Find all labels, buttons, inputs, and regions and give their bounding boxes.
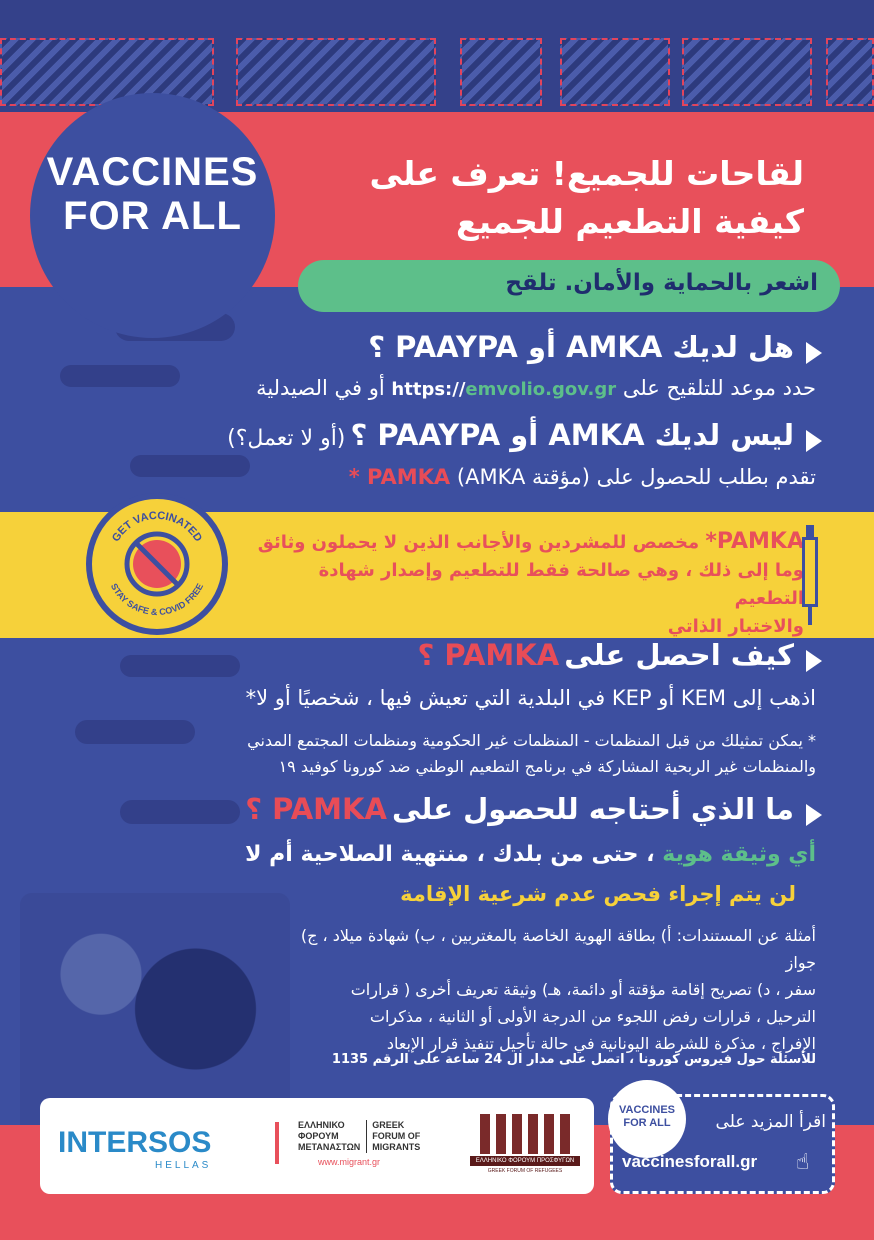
read-more-text: اقرأ المزيد على	[715, 1112, 826, 1132]
q1-text-after: أو في الصيدلية	[256, 376, 385, 400]
migrants-gr1: ΕΛΛΗΝΙΚΟ	[298, 1120, 345, 1130]
examples-line1: أمثلة عن المستندات: أ) بطاقة الهوية الخاصة بالمغتربين ، ب) شهادة ميلاد ، ج) جواز	[300, 926, 816, 972]
photo-vaccination-edge	[826, 38, 874, 106]
refugees-gr: ΕΛΛΗΝΙΚΟ ΦΟΡΟΥΜ ΠΡΟΣΦΥΓΩΝ	[470, 1156, 580, 1166]
q1-text-before: حدد موعد للتلقيح على	[622, 376, 816, 400]
q3-footnote	[56, 728, 816, 780]
arrow-icon	[806, 650, 822, 672]
intersos-name: INTERSOS	[58, 1126, 212, 1159]
arrow-icon	[806, 430, 822, 452]
page-title	[284, 150, 804, 246]
question-text: ما الذي أحتاجه للحصول على	[392, 792, 794, 826]
q2-note: (أو لا تعمل؟)	[227, 426, 346, 451]
pamka-note-line3: والاختبار الذاتي	[667, 616, 804, 637]
question-text: ليس لديك AMKA أو PAAYPA ؟	[350, 418, 794, 452]
url-prefix[interactable]: https://	[391, 379, 466, 400]
migrants-url[interactable]: www.migrant.gr	[318, 1157, 381, 1167]
question-no-amka-heading	[102, 418, 822, 452]
pamka-note-line1: مخصص للمشردين والأجانب الذين لا يحملون وثائق	[257, 532, 700, 553]
pamka-note-line2: وما إلى ذلك ، وهي صالحة فقط للتطعيم وإصدار شهادة التطعيم	[318, 560, 804, 609]
q3-footnote-line1: * يمكن تمثيلك من قبل المنظمات - المنظمات غير الحكومية ومنظمات المجتمع المدني	[247, 731, 816, 750]
q2-text: تقدم بطلب للحصول على (مؤقتة AMKA)	[456, 465, 816, 489]
refugees-en: GREEK FORUM OF REFUGEES	[487, 1168, 563, 1174]
vaccines-for-all-logo	[30, 150, 275, 238]
document-examples	[276, 922, 816, 1057]
badge-graphic	[92, 499, 222, 629]
mini-logo-text	[608, 1104, 686, 1130]
photo-vaccination-arm	[460, 38, 542, 106]
q3-footnote-line2: والمنظمات غير الربحية المشاركة في برنامج التطعيم الوطني ضد كورونا كوفيد ١٩	[278, 757, 816, 776]
mini-logo-line2: FOR ALL	[623, 1117, 671, 1129]
examples-line4: الإفراج ، مذكرة للشرطة اليونانية في حالة تأجيل تنفيذ قرار الإبعاد	[386, 1034, 816, 1053]
migrants-gr2: ΦΟΡΟΥΜ	[298, 1131, 339, 1141]
photo-vaccination-man	[682, 38, 812, 106]
emvolio-link[interactable]: emvolio.gov.gr	[465, 379, 617, 400]
migrants-en2: FORUM OF	[372, 1131, 421, 1141]
pamka-highlight: PAMKA *	[348, 465, 451, 489]
hand-pointer-icon: ☝	[796, 1150, 810, 1175]
migrants-en1: GREEK	[372, 1120, 405, 1130]
syringe-icon	[800, 525, 820, 625]
q4-id-line	[56, 842, 816, 867]
q4-yellow-line: لن يتم إجراء فحص عدم شرعية الإقامة	[400, 882, 796, 906]
q1-instructions	[116, 376, 816, 400]
title-line2: كيفية التطعيم للجميع	[456, 202, 804, 241]
q3-text: اذهب إلى KEM أو KEP في البلدية التي تعيش فيها ، شخصيًا أو لا*	[245, 686, 816, 710]
arrow-icon	[806, 342, 822, 364]
migrants-gr3: ΜΕΤΑΝΑΣΤΩΝ	[298, 1142, 361, 1152]
migrants-forum-logo	[298, 1120, 420, 1168]
question-amka-heading	[222, 330, 822, 364]
pamka-note-highlight: PAMKA*	[705, 529, 804, 554]
examples-line3: الترحيل ، قرارات رفض اللجوء من الدرجة الأولى أو الثانية ، مذكرات	[369, 1007, 816, 1026]
badge-bottom-text: STAY SAFE & COVID FREE	[108, 581, 206, 618]
svg-text:GET VACCINATED	[110, 510, 204, 544]
q2-instructions	[116, 465, 816, 489]
arrow-icon	[806, 804, 822, 826]
q4-green-part: أي وثيقة هوية	[662, 842, 816, 867]
website-link[interactable]: vaccinesforall.gr	[622, 1152, 758, 1171]
q4-white-part: ، حتى من بلدك ، منتهية الصلاحية أم لا	[245, 842, 655, 867]
photo-children	[560, 38, 670, 106]
hotline-text: للأسئلة حول فيروس كورونا ، اتصل على مدار ال 24 ساعة على الرقم 1135	[331, 1052, 816, 1067]
vaccination-photo	[20, 893, 290, 1125]
logo-line2: FOR ALL	[63, 194, 242, 238]
question-text: هل لديك AMKA أو PAAYPA ؟	[368, 330, 794, 364]
mini-logo-line1: VACCINES	[618, 1104, 676, 1116]
refugees-figures-icon	[480, 1114, 570, 1154]
badge-top-text: GET VACCINATED	[109, 509, 205, 545]
intersos-sub: HELLAS	[155, 1160, 212, 1171]
question-what-heading	[102, 792, 822, 826]
question-text: كيف احصل على	[564, 638, 794, 672]
get-vaccinated-badge	[86, 493, 228, 635]
question-how-heading	[202, 638, 822, 672]
partners-panel	[40, 1098, 594, 1194]
examples-line2: سفر ، د) تصريح إقامة مؤقتة أو دائمة، هـ) وثيقة تعريف أخرى ( قرارات	[350, 980, 816, 999]
pamka-highlight: PAMKA ؟	[245, 792, 387, 826]
refugees-forum-logo	[470, 1114, 580, 1178]
slogan-text: اشعر بالحماية والأمان. تلقح	[505, 270, 818, 296]
photo-vaccination-mask	[236, 38, 436, 106]
pamka-note	[244, 528, 804, 641]
migrants-en3: MIGRANTS	[372, 1142, 421, 1152]
migrants-forum-icon	[275, 1122, 297, 1164]
pamka-highlight: PAMKA ؟	[417, 638, 560, 672]
logo-line1: VACCINES	[46, 150, 259, 194]
title-line1: لقاحات للجميع! تعرف على	[369, 154, 804, 193]
intersos-logo	[58, 1126, 211, 1171]
